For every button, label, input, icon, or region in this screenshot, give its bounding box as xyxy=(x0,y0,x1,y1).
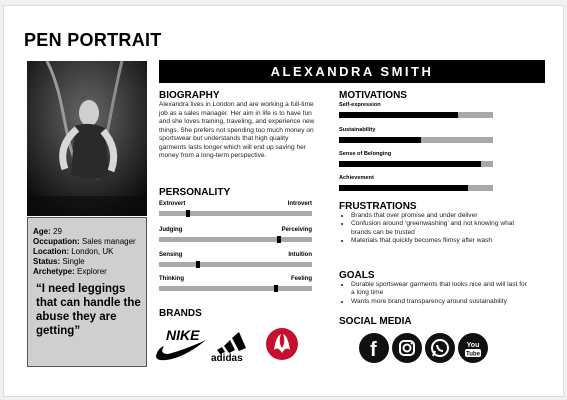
occupation-row: Occupation: Sales manager xyxy=(33,237,136,246)
svg-text:Tube: Tube xyxy=(466,351,480,358)
list-item: • Confusion around ‘greenwashing’ and not knowing what brands can be trusted xyxy=(351,220,531,237)
location-row: Location: London, UK xyxy=(33,247,114,256)
trait-scale xyxy=(159,286,312,291)
list-item: • Brands that over promise and under deliver xyxy=(351,212,531,220)
profile-details-box xyxy=(27,217,147,367)
trait-scale xyxy=(159,211,312,216)
persona-name: ALEXANDRA SMITH xyxy=(270,64,434,79)
frustrations-heading: FRUSTRATIONS xyxy=(339,201,417,212)
motivation-bar xyxy=(339,185,493,191)
personality-trait xyxy=(159,276,312,291)
personality-trait xyxy=(159,227,312,242)
trait-marker xyxy=(274,285,278,292)
biography-heading: BIOGRAPHY xyxy=(159,90,220,101)
biography-text: Alexandra lives in London and are working a full-time job as a sales manager. Her aim in life is to have fun and she loves training, traveling, and experience new things. She prefers not spending too much money on sportswear but understands that high quality garments lasts longer which will end up saving her money from a long-term perspective. xyxy=(159,101,315,159)
svg-text:f: f xyxy=(370,339,377,361)
motivation-bar xyxy=(339,161,493,167)
motivation-bar xyxy=(339,137,493,143)
persona-quote: “I need leggings that can handle the abuse they are getting” xyxy=(36,283,141,337)
trait-right-label: Introvert xyxy=(287,201,312,207)
lululemon-logo xyxy=(264,326,300,362)
trait-left-label: Judging xyxy=(159,227,183,233)
brand-logos xyxy=(154,326,304,366)
trait-left-label: Extrovert xyxy=(159,201,186,207)
list-item: • Wants more brand transparency around sustainability xyxy=(351,298,531,306)
persona-name-banner xyxy=(159,60,545,83)
instagram-icon[interactable] xyxy=(392,333,422,363)
goals-heading: GOALS xyxy=(339,270,375,281)
facebook-icon[interactable] xyxy=(359,333,389,363)
status-row: Status: Single xyxy=(33,257,85,266)
age-row: Age: 29 xyxy=(33,227,62,236)
trait-right-label: Intuition xyxy=(288,252,312,258)
athlete-photo-illustration xyxy=(27,61,147,216)
whatsapp-icon[interactable] xyxy=(425,333,455,363)
list-item: • Durable sportswear garments that looks nice and will last for a long time xyxy=(351,281,531,298)
trait-marker xyxy=(196,261,200,268)
social-media-heading: SOCIAL MEDIA xyxy=(339,316,412,327)
frustrations-list xyxy=(339,212,531,245)
archetype-row: Archetype: Explorer xyxy=(33,267,107,276)
motivation-bar-fill xyxy=(339,112,458,118)
page-title: PEN PORTRAIT xyxy=(24,30,162,50)
motivation-item xyxy=(339,151,493,167)
motivations-heading: MOTIVATIONS xyxy=(339,90,407,101)
social-media-icons xyxy=(359,333,489,365)
motivation-label: Self-expression xyxy=(339,102,381,108)
personality-trait xyxy=(159,252,312,267)
motivation-item xyxy=(339,127,493,143)
trait-marker xyxy=(277,236,281,243)
trait-left-label: Sensing xyxy=(159,252,183,258)
motivation-label: Achievement xyxy=(339,175,374,181)
persona-photo xyxy=(27,61,147,216)
svg-text:adidas: adidas xyxy=(211,353,243,364)
trait-marker xyxy=(186,210,190,217)
trait-left-label: Thinking xyxy=(159,276,184,282)
trait-scale xyxy=(159,237,312,242)
adidas-logo xyxy=(209,326,251,364)
motivation-bar xyxy=(339,112,493,118)
svg-text:NIKE: NIKE xyxy=(166,327,200,343)
trait-right-label: Perceiving xyxy=(281,227,312,233)
brands-heading: BRANDS xyxy=(159,308,202,319)
list-item: • Materials that quickly becomes flimsy after wash xyxy=(351,237,531,245)
motivation-label: Sense of Belonging xyxy=(339,151,392,157)
svg-text:You: You xyxy=(466,342,480,349)
nike-logo xyxy=(154,326,209,364)
motivation-label: Sustainability xyxy=(339,127,376,133)
motivation-item xyxy=(339,175,493,191)
motivation-bar-fill xyxy=(339,137,421,143)
personality-heading: PERSONALITY xyxy=(159,187,231,198)
youtube-icon[interactable] xyxy=(458,333,488,363)
personality-trait xyxy=(159,201,312,216)
goals-list xyxy=(339,281,531,306)
trait-scale xyxy=(159,262,312,267)
motivation-item xyxy=(339,102,493,118)
pen-portrait-sheet xyxy=(3,5,564,397)
trait-right-label: Feeling xyxy=(290,276,312,282)
motivation-bar-fill xyxy=(339,185,468,191)
motivation-bar-fill xyxy=(339,161,481,167)
